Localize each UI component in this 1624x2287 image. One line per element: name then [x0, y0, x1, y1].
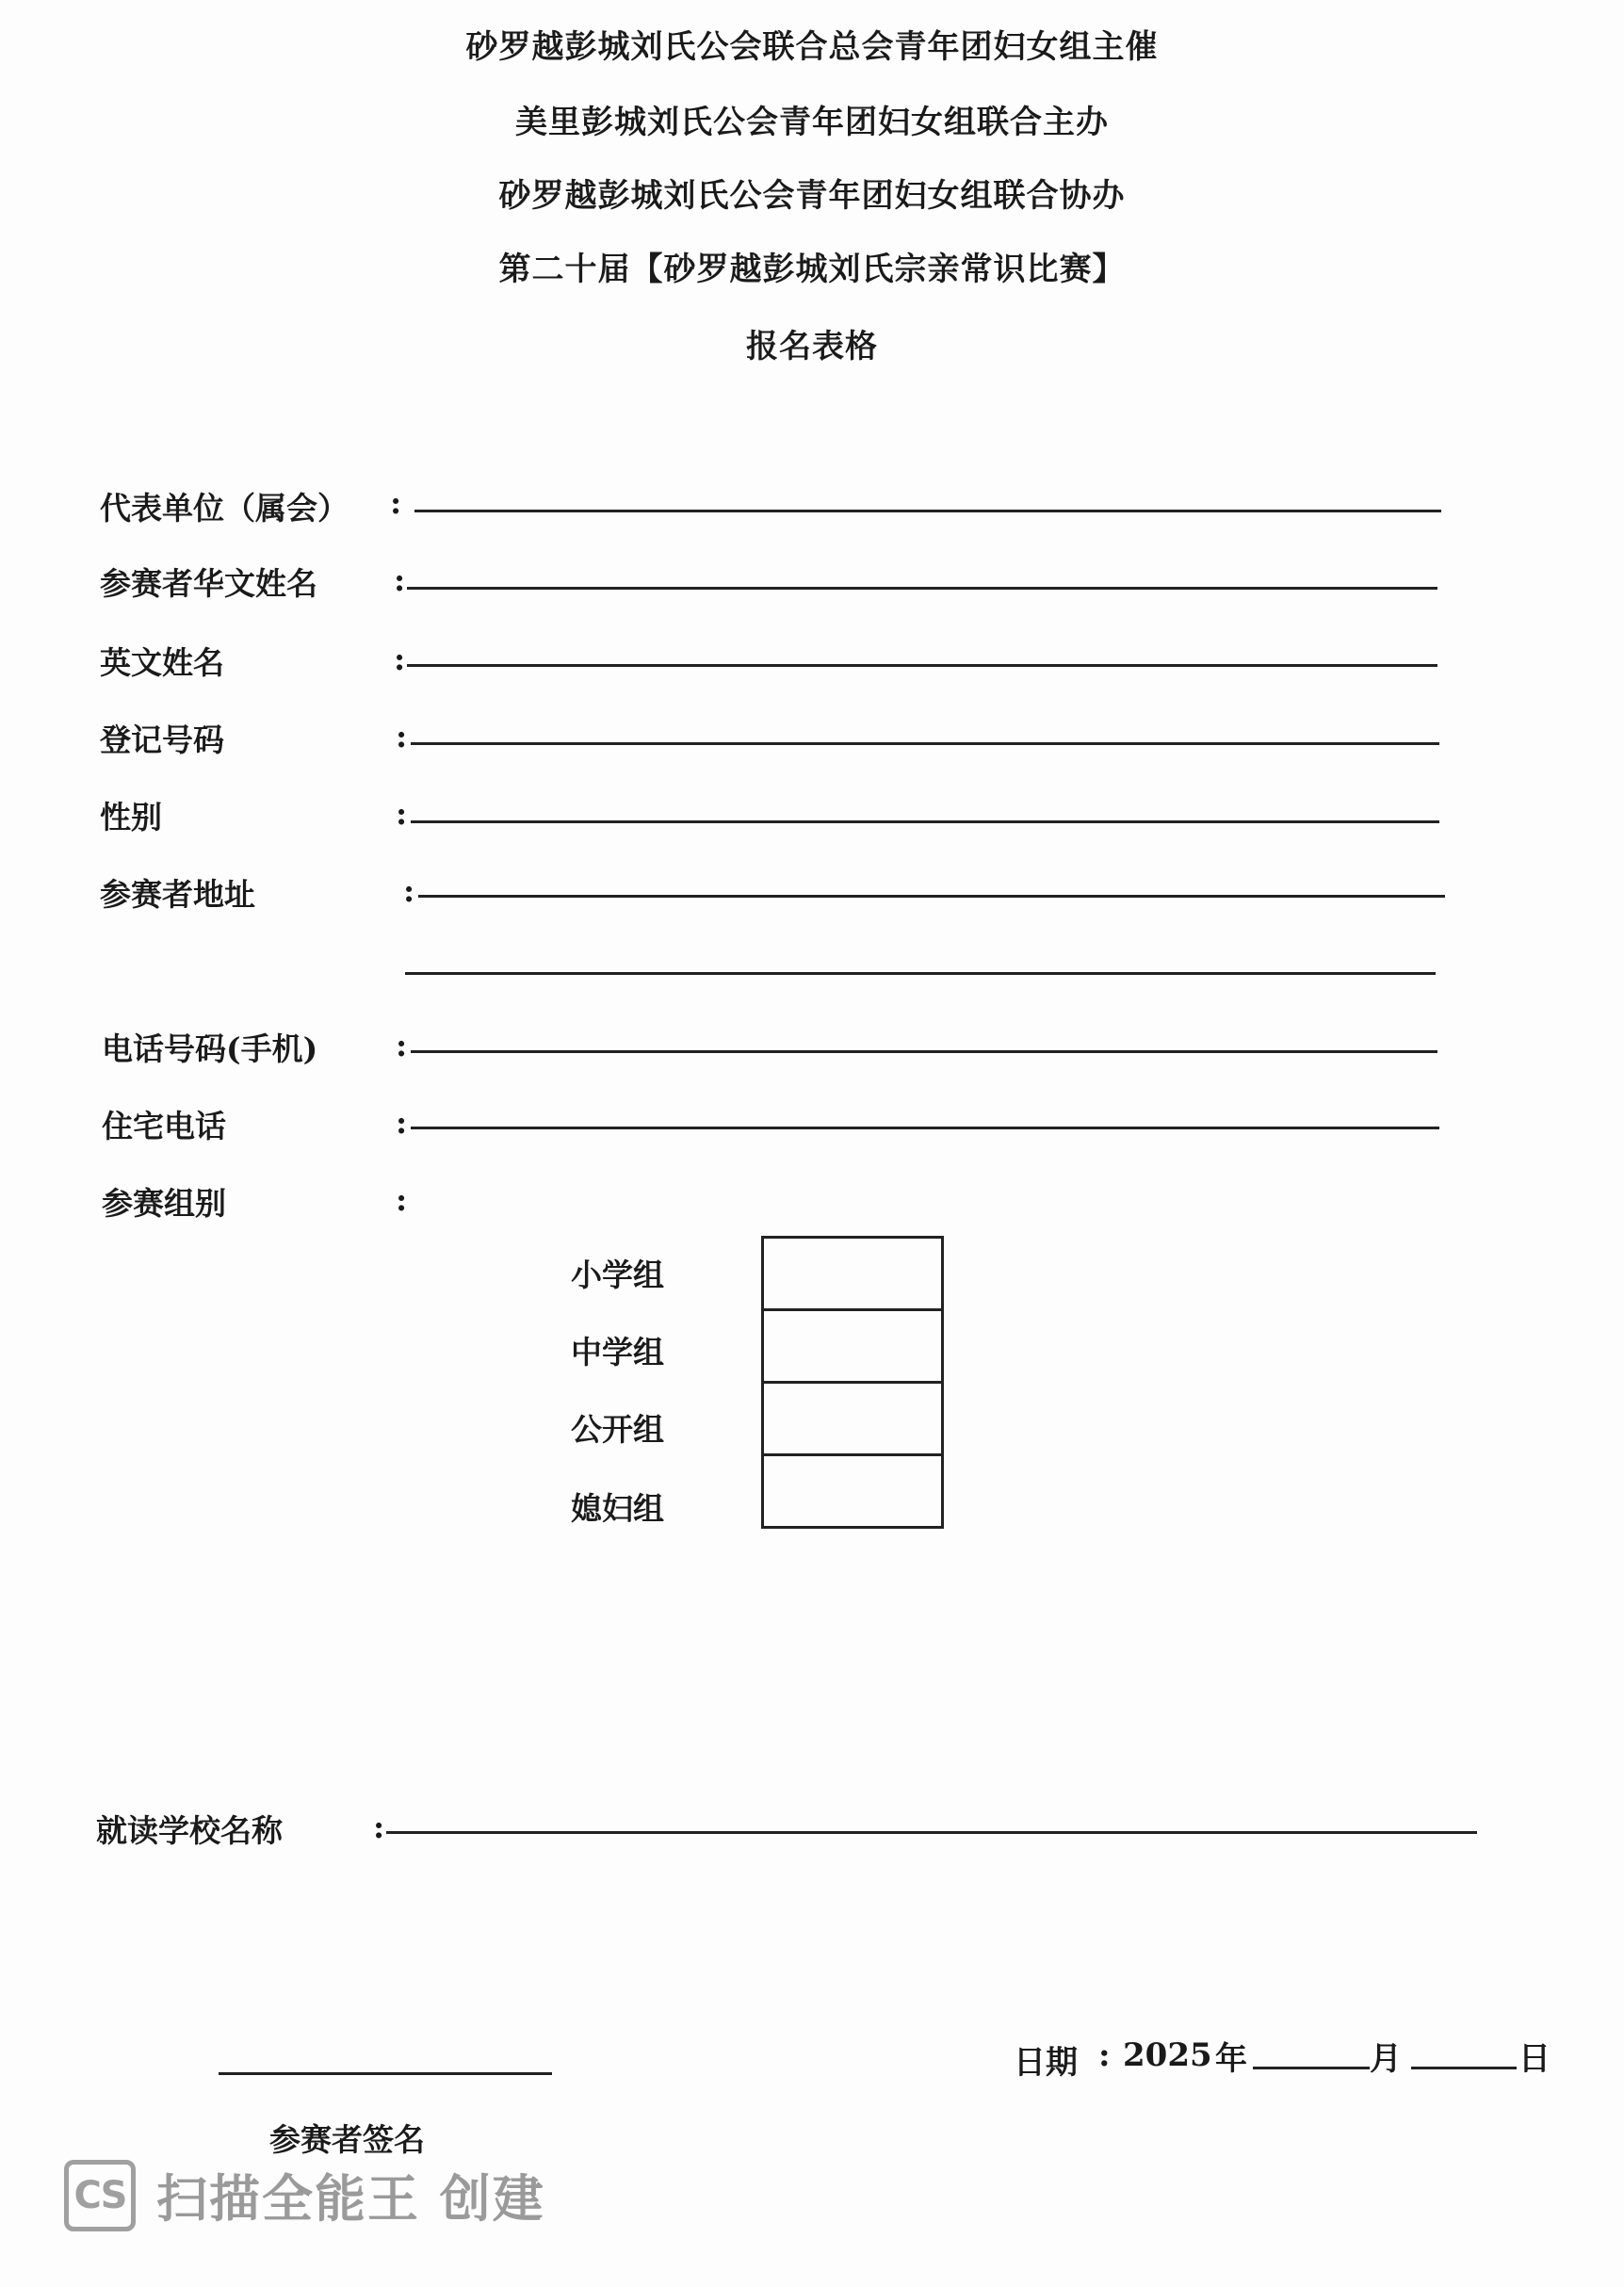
category-primary-label: 小学组: [571, 1257, 664, 1293]
date-year: 2025: [1123, 2036, 1212, 2074]
category-colon: :: [396, 1181, 408, 1218]
category-daughter-in-law-checkbox[interactable]: [761, 1453, 944, 1529]
date-day-unit: 日: [1518, 2040, 1551, 2078]
ic-number-colon: :: [396, 718, 408, 754]
mobile-colon: :: [396, 1027, 408, 1063]
category-daughter-in-law-label: 媳妇组: [571, 1490, 664, 1527]
school-label: 就读学校名称: [96, 1812, 283, 1849]
header-host-line: 美里彭城刘氏公会青年团妇女组联合主办: [515, 104, 1109, 141]
category-secondary-checkbox[interactable]: [761, 1308, 944, 1384]
address-label: 参赛者地址: [100, 876, 255, 913]
mobile-input-line[interactable]: [411, 1050, 1437, 1053]
date-month-blank[interactable]: [1253, 2067, 1370, 2069]
chinese-name-colon: :: [394, 561, 406, 598]
signature-label: 参赛者签名: [269, 2121, 425, 2158]
chinese-name-label: 参赛者华文姓名: [100, 565, 317, 602]
home-phone-colon: :: [396, 1104, 408, 1141]
school-colon: :: [373, 1809, 385, 1845]
category-open-label: 公开组: [571, 1411, 664, 1448]
address-input-line-1[interactable]: [418, 895, 1445, 898]
mobile-label: 电话号码(手机): [102, 1030, 318, 1067]
gender-colon: :: [396, 795, 408, 832]
header-event-title: 第二十届【砂罗越彭城刘氏宗亲常识比赛】: [498, 251, 1126, 288]
category-label: 参赛组别: [102, 1185, 226, 1222]
date-year-unit: 年: [1215, 2040, 1247, 2078]
header-organizer-line: 砂罗越彭城刘氏公会联合总会青年团妇女组主催: [465, 28, 1159, 66]
address-colon: :: [403, 872, 415, 909]
address-input-line-2[interactable]: [405, 972, 1436, 975]
form-title: 报名表格: [746, 328, 878, 365]
gender-input-line[interactable]: [411, 820, 1439, 823]
date-month-unit: 月: [1370, 2040, 1402, 2078]
school-input-line[interactable]: [386, 1831, 1477, 1834]
date-day-blank[interactable]: [1411, 2067, 1517, 2069]
unit-label: 代表单位（属会）: [100, 490, 349, 527]
ic-number-input-line[interactable]: [411, 742, 1439, 745]
date-colon: :: [1098, 2036, 1111, 2074]
english-name-colon: :: [394, 641, 406, 677]
signature-line[interactable]: [219, 2072, 552, 2075]
category-primary-checkbox[interactable]: [761, 1236, 944, 1311]
category-open-checkbox[interactable]: [761, 1381, 944, 1456]
camscanner-logo-icon: CS: [64, 2160, 136, 2231]
unit-input-line[interactable]: [414, 510, 1441, 512]
chinese-name-input-line[interactable]: [407, 587, 1437, 590]
ic-number-label: 登记号码: [100, 722, 224, 758]
english-name-input-line[interactable]: [407, 664, 1437, 667]
home-phone-label: 住宅电话: [102, 1108, 226, 1144]
scanner-watermark: [64, 2159, 545, 2231]
watermark-text: 扫描全能王 创建: [156, 2169, 545, 2229]
date-label: 日期: [1014, 2044, 1078, 2082]
unit-colon: :: [390, 484, 402, 521]
english-name-label: 英文姓名: [100, 644, 224, 681]
category-secondary-label: 中学组: [571, 1334, 664, 1371]
home-phone-input-line[interactable]: [411, 1127, 1439, 1129]
header-cohost-line: 砂罗越彭城刘氏公会青年团妇女组联合协办: [498, 177, 1126, 215]
gender-label: 性别: [100, 799, 162, 835]
